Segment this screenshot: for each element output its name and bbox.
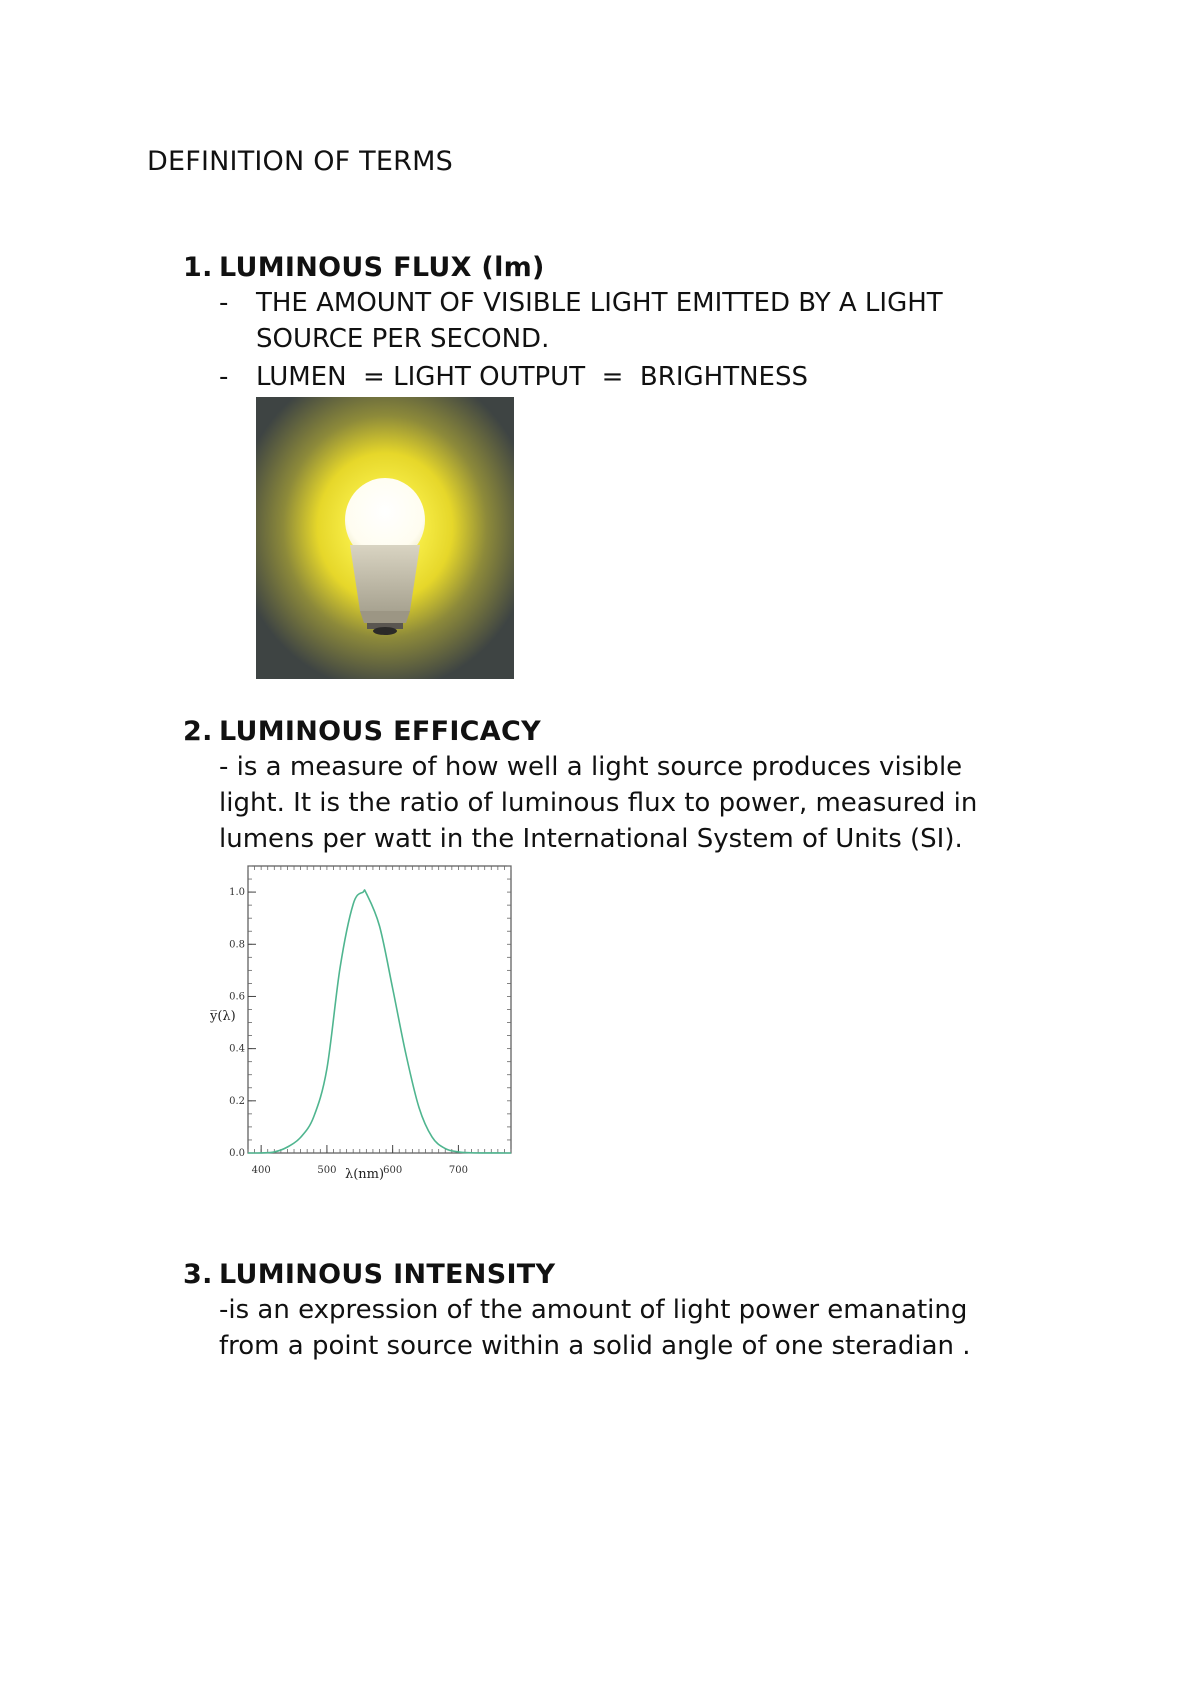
section-number: 1. <box>183 252 213 283</box>
section-title: LUMINOUS EFFICACY <box>219 716 541 747</box>
bullet-text: LUMEN = LIGHT OUTPUT = BRIGHTNESS <box>256 362 808 392</box>
document-title: DEFINITION OF TERMS <box>147 146 453 177</box>
y-tick-label: 1.0 <box>229 887 245 899</box>
plot-frame <box>248 866 511 1153</box>
x-tick-label: 500 <box>317 1165 337 1176</box>
section-number: 3. <box>183 1259 213 1290</box>
section-heading-luminous-intensity <box>183 1259 555 1290</box>
series-line <box>248 890 511 1153</box>
definition-text: from a point source within a solid angle of one steradian . <box>219 1331 971 1361</box>
bullet-text: THE AMOUNT OF VISIBLE LIGHT EMITTED BY A LIGHT <box>256 288 943 318</box>
x-tick-label: 700 <box>448 1165 468 1176</box>
y-tick-label: 0.8 <box>229 939 245 951</box>
section-number: 2. <box>183 716 213 747</box>
bullet-marker: - <box>219 362 229 392</box>
section-title: LUMINOUS FLUX (lm) <box>219 252 545 283</box>
chart-svg <box>210 858 520 1188</box>
section-heading-luminous-flux <box>183 252 545 283</box>
section-title: LUMINOUS INTENSITY <box>219 1259 556 1290</box>
bullet-marker: - <box>219 288 229 318</box>
bullet-text: SOURCE PER SECOND. <box>256 324 550 354</box>
definition-text: light. It is the ratio of luminous flux to power, measured in <box>219 788 978 818</box>
y-tick-label: 0.2 <box>229 1095 245 1107</box>
y-tick-label: 0.0 <box>229 1148 245 1159</box>
y-axis-label: y̅(λ) <box>210 1009 236 1024</box>
definition-text: lumens per watt in the International System of Units (SI). <box>219 824 963 854</box>
luminosity-function-chart <box>210 858 520 1188</box>
x-tick-label: 400 <box>251 1165 271 1176</box>
y-tick-label: 0.6 <box>229 991 245 1003</box>
definition-text: - is a measure of how well a light source produces visible <box>219 752 963 782</box>
light-bulb-icon <box>256 397 514 679</box>
section-heading-luminous-efficacy <box>183 716 541 747</box>
x-tick-label: 600 <box>383 1165 403 1176</box>
definition-text: -is an expression of the amount of light power emanating <box>219 1295 968 1325</box>
y-tick-label: 0.4 <box>229 1043 245 1055</box>
x-axis-label: λ(nm) <box>345 1167 385 1182</box>
